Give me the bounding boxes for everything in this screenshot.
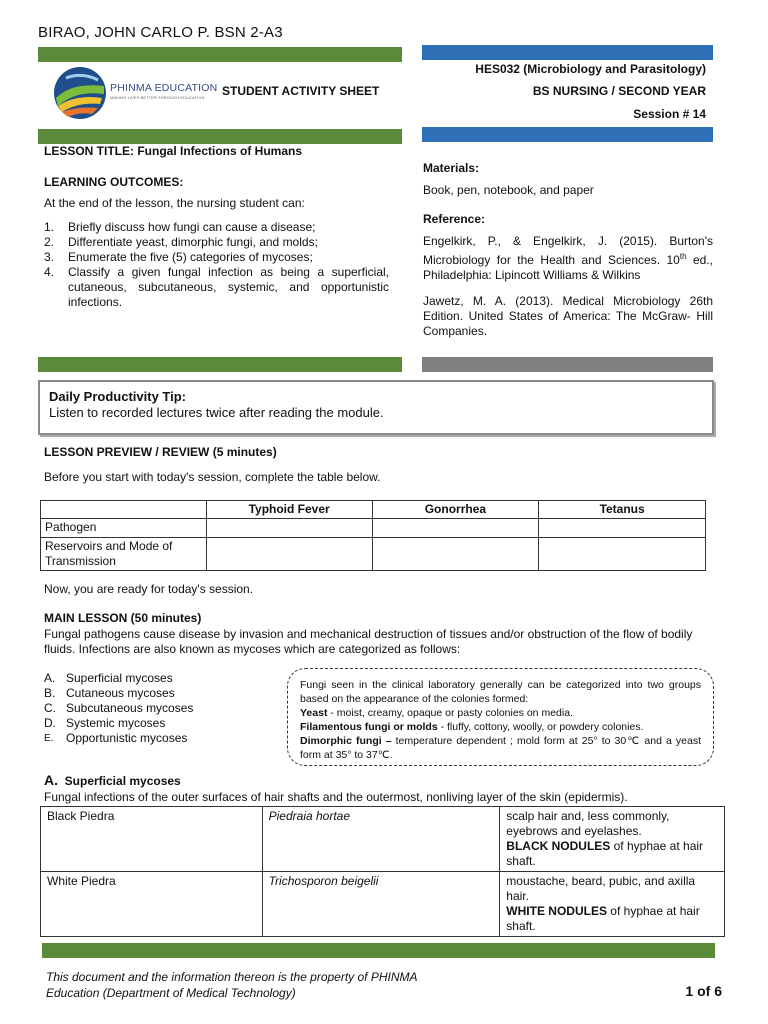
footer-bar	[42, 943, 715, 958]
ready-text: Now, you are ready for today's session.	[44, 582, 254, 596]
logo-title: PHINMA EDUCATION	[110, 82, 218, 94]
table-header-row	[41, 501, 706, 519]
site-description: scalp hair and, less commonly, eyebrows and eyelashes. BLACK NODULES of hyphae at hair shaft.	[500, 807, 725, 872]
productivity-tip-box	[38, 380, 714, 435]
main-lesson-heading: MAIN LESSON (50 minutes)	[44, 611, 202, 625]
list-item: C. Subcutaneous mycoses	[44, 701, 194, 715]
program-year: BS NURSING / SECOND YEAR	[532, 84, 706, 98]
mycoses-categories	[44, 671, 274, 746]
phinma-logo	[52, 64, 108, 122]
answer-cell[interactable]	[206, 538, 372, 571]
table-header-cell: Tetanus	[539, 501, 706, 519]
list-item: E. Opportunistic mycoses	[44, 731, 188, 745]
main-lesson-intro: Fungal pathogens cause disease by invasion and mechanical destruction of tissues and/or obstruction of the flow of bodily fluids. Infections are also known as mycoses which are categorized as follows:	[44, 627, 693, 656]
list-item: 2. Differentiate yeast, dimorphic fungi, and molds;	[44, 235, 318, 249]
organism-name: Piedraia hortae	[262, 807, 500, 872]
answer-cell[interactable]	[206, 519, 372, 538]
list-item: 3. Enumerate the five (5) categories of mycoses;	[44, 250, 313, 264]
site-description: moustache, beard, pubic, and axilla hair. WHITE NODULES of hyphae at hair shaft.	[500, 872, 725, 937]
row-label: Reservoirs and Mode of Transmission	[41, 538, 207, 571]
preview-heading: LESSON PREVIEW / REVIEW (5 minutes)	[44, 445, 277, 459]
course-code: HES032 (Microbiology and Parasitology)	[475, 62, 706, 76]
table-row	[41, 519, 706, 538]
row-label: Pathogen	[41, 519, 207, 538]
answer-cell[interactable]	[372, 538, 539, 571]
lesson-title: LESSON TITLE: Fungal Infections of Humans	[44, 144, 303, 158]
table-row	[41, 807, 725, 872]
dimorphic-line: Dimorphic fungi – temperature dependent ; mold form at 25° to 30℃ and a yeast form at 35° to 37℃.	[300, 735, 701, 761]
reference-1: Engelkirk, P., & Engelkirk, J. (2015). Burton's Microbiology for the Health and Sciences. 10th ed., Philadelphia: Lipincott Williams & Wilkins	[423, 234, 713, 282]
preview-table	[40, 500, 706, 571]
box-intro: Fungi seen in the clinical laboratory generally can be categorized into two groups based on the appearance of the colonies formed:	[300, 679, 701, 705]
disease-name: White Piedra	[41, 872, 263, 937]
reference-heading: Reference:	[423, 212, 486, 226]
sheet-title: STUDENT ACTIVITY SHEET	[222, 84, 380, 98]
yeast-line: Yeast - moist, creamy, opaque or pasty colonies on media.	[300, 707, 573, 719]
answer-cell[interactable]	[372, 519, 539, 538]
table-row	[41, 538, 706, 571]
table-row	[41, 872, 725, 937]
answer-cell[interactable]	[539, 519, 706, 538]
superficial-heading: A. Superficial mycoses	[44, 772, 181, 788]
section-bar-left	[38, 357, 402, 372]
page-number: 1 of 6	[685, 983, 722, 999]
divider-bar-right	[422, 127, 713, 142]
list-item: A. Superficial mycoses	[44, 671, 173, 685]
table-header-cell: Typhoid Fever	[206, 501, 372, 519]
logo-tagline: MAKING LIVES BETTER THROUGH EDUCATION	[110, 95, 205, 100]
outcomes-intro: At the end of the lesson, the nursing student can:	[44, 196, 305, 210]
outcomes-list	[44, 220, 389, 310]
molds-line: Filamentous fungi or molds - fluffy, cottony, woolly, or powdery colonies.	[300, 721, 644, 733]
fungi-groups-box	[287, 668, 714, 766]
reference-2: Jawetz, M. A. (2013). Medical Microbiology 26th Edition. United States of America: The McGraw- Hill Companies.	[423, 294, 713, 338]
footer-notice: This document and the information thereon is the property of PHINMA Education (Department of Medical Technology)	[46, 970, 418, 1000]
divider-bar-left	[38, 129, 402, 144]
list-item: B. Cutaneous mycoses	[44, 686, 175, 700]
disease-name: Black Piedra	[41, 807, 263, 872]
list-item: D. Systemic mycoses	[44, 716, 166, 730]
superficial-table	[40, 806, 725, 937]
section-bar-right	[422, 357, 713, 372]
tip-text: Listen to recorded lectures twice after reading the module.	[49, 405, 384, 420]
header-bar-left	[38, 47, 402, 62]
organism-name: Trichosporon beigelii	[262, 872, 500, 937]
superficial-description: Fungal infections of the outer surfaces of hair shafts and the outermost, nonliving layer of the skin (epidermis).	[44, 790, 628, 804]
student-name: BIRAO, JOHN CARLO P. BSN 2-A3	[38, 24, 283, 41]
tip-title: Daily Productivity Tip:	[49, 389, 187, 404]
header-bar-right	[422, 45, 713, 60]
session-number: Session # 14	[633, 107, 706, 121]
preview-intro: Before you start with today's session, complete the table below.	[44, 470, 381, 484]
list-item: 4. Classify a given fungal infection as being a superficial, cutaneous, subcutaneous, systemic, and opportunistic infections.	[44, 265, 389, 309]
materials-heading: Materials:	[423, 161, 480, 175]
answer-cell[interactable]	[539, 538, 706, 571]
list-item: 1. Briefly discuss how fungi can cause a disease;	[44, 220, 316, 234]
outcomes-heading: LEARNING OUTCOMES:	[44, 175, 184, 189]
materials-text: Book, pen, notebook, and paper	[423, 183, 594, 197]
table-header-cell	[41, 501, 207, 519]
table-header-cell: Gonorrhea	[372, 501, 539, 519]
